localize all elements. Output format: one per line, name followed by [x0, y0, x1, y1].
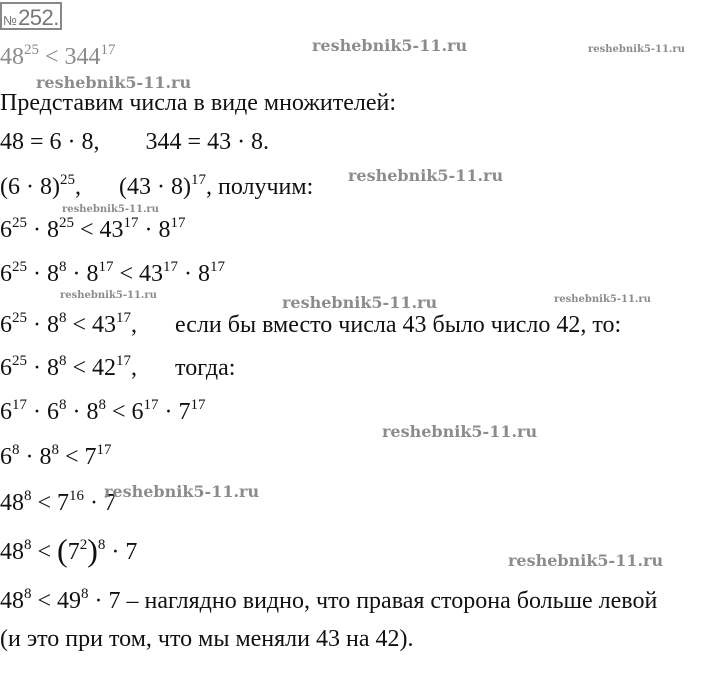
- step-line-2: $6^{25} \cdot 8^8 \cdot 8^{17} < 43^{17} \cdot 8^{17}$: [0, 259, 226, 287]
- watermark: reshebnik5-11.ru: [104, 482, 260, 501]
- step-line-4: $6^{25} \cdot 8^8 < 42^{17}$, тогда:: [0, 353, 236, 381]
- watermark: reshebnik5-11.ru: [312, 36, 468, 55]
- replacement-note: если бы вместо числа 43 было число 42, то:: [175, 312, 622, 338]
- conclusion-note: (и это при том, что мы меняли 43 на 42).: [0, 626, 414, 652]
- intro-text: Представим числа в виде множителей:: [0, 90, 397, 116]
- then-note: тогда:: [175, 355, 236, 381]
- watermark: reshebnik5-11.ru: [62, 204, 159, 215]
- watermark: reshebnik5-11.ru: [508, 551, 664, 570]
- conclusion-line: $48^8 < 49^8 \cdot 7$ – наглядно видно, что правая сторона больше левой: [0, 586, 658, 614]
- watermark: reshebnik5-11.ru: [382, 422, 538, 441]
- watermark: reshebnik5-11.ru: [282, 293, 438, 312]
- step-line-3: $6^{25} \cdot 8^8 < 43^{17}$, если бы вместо числа 43 было число 42, то:: [0, 310, 622, 338]
- problem-number: 252.: [18, 5, 59, 30]
- power-substitution-line: $(6 \cdot 8)^{25}$, $(43 \cdot 8)^{17}$, получим:: [0, 172, 314, 200]
- factorization-line: 48 = 6 · 8, 344 = 43 · 8.: [0, 129, 270, 155]
- watermark: reshebnik5-11.ru: [60, 290, 157, 301]
- watermark: reshebnik5-11.ru: [588, 44, 685, 55]
- inequality-statement: $48^{25} < 344^{17}$: [0, 42, 116, 70]
- step-line-5: $6^{17} \cdot 6^8 \cdot 8^8 < 6^{17} \cdot 7^{17}$: [0, 397, 206, 425]
- step-line-1: $6^{25} \cdot 8^{25} < 43^{17} \cdot 8^{17}$: [0, 215, 186, 243]
- watermark: reshebnik5-11.ru: [36, 73, 192, 92]
- watermark: reshebnik5-11.ru: [554, 294, 651, 305]
- step-line-8: $48^8 < (7^2)^8 \cdot 7$: [0, 532, 138, 568]
- watermark: reshebnik5-11.ru: [348, 166, 504, 185]
- step-line-6: $6^8 \cdot 8^8 < 7^{17}$: [0, 442, 112, 470]
- problem-number-badge: [0, 2, 62, 30]
- step-line-7: $48^8 < 7^{16} \cdot 7$: [0, 488, 117, 516]
- number-sign: №: [3, 13, 18, 28]
